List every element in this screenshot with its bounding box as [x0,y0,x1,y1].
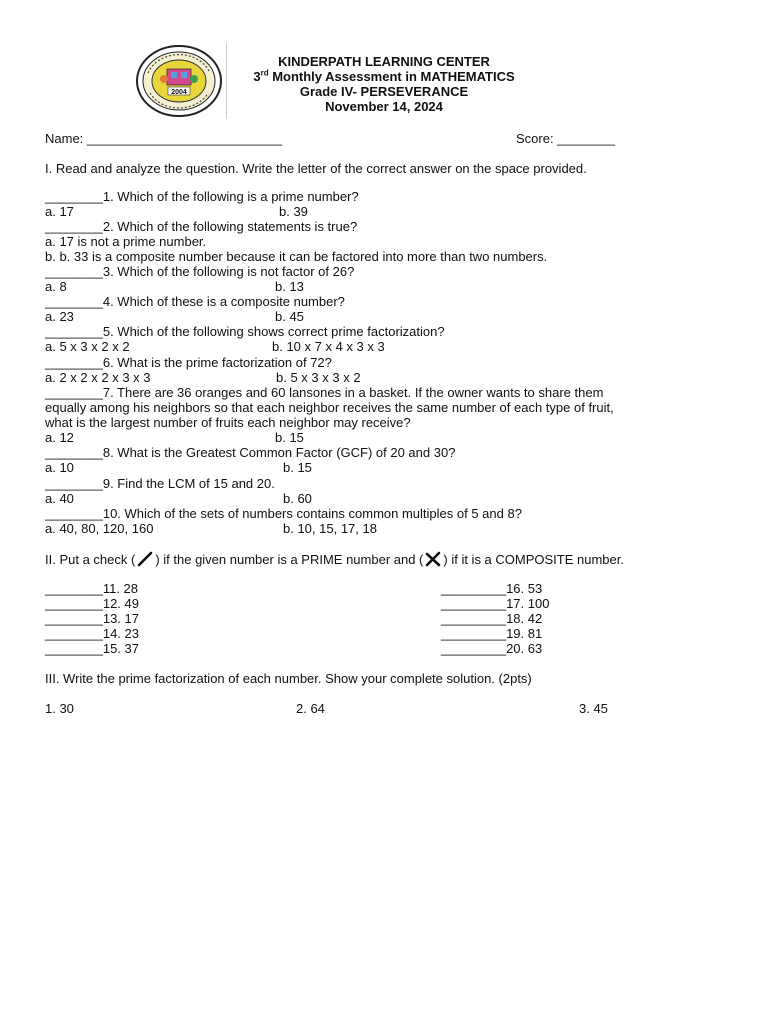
school-name: KINDERPATH LEARNING CENTER [278,54,490,69]
question-7-line2: equally among his neighbors so that each neighbor receives the same number of each type of fruit, [45,400,614,415]
grade-section: Grade IV- PERSEVERANCE [299,84,469,99]
item-14: ________14. 23 [45,626,139,641]
q5-option-b: b. 10 x 7 x 4 x 3 x 3 [272,339,385,354]
q3-option-b: b. 13 [275,279,304,294]
question-8: ________8. What is the Greatest Common Factor (GCF) of 20 and 30? [45,445,456,460]
document-header [200,54,568,114]
name-field[interactable]: Name: ___________________________ [45,131,283,146]
q7-option-b: b. 15 [275,430,304,445]
q4-option-a: a. 23 [45,309,74,324]
q6-option-b: b. 5 x 3 x 3 x 2 [276,370,361,385]
question-1: ________1. Which of the following is a prime number? [45,189,359,204]
q5-option-a: a. 5 x 3 x 2 x 2 [45,339,130,354]
q6-option-a: a. 2 x 2 x 2 x 3 x 3 [45,370,151,385]
q8-option-b: b. 15 [283,460,312,475]
score-field[interactable]: Score: ________ [516,131,616,146]
question-7-line1: ________7. There are 36 oranges and 60 lansones in a basket. If the owner wants to share them [45,385,604,400]
check-mark-icon [135,551,155,570]
item-11: ________11. 28 [45,581,139,596]
assessment-title: 3rd Monthly Assessment in MATHEMATICS [253,68,515,84]
item-16: _________16. 53 [441,581,543,596]
svg-text:2004: 2004 [171,89,187,96]
q3-option-a: a. 8 [45,279,67,294]
part3-instruction: III. Write the prime factorization of each number. Show your complete solution. (2pts) [45,671,532,686]
q2-option-a: a. 17 is not a prime number. [45,234,207,249]
factorization-item-3: 3. 45 [579,701,608,716]
q7-option-a: a. 12 [45,430,74,445]
item-19: _________19. 81 [441,626,543,641]
cross-mark-icon [423,551,443,570]
item-12: ________12. 49 [45,596,139,611]
q4-option-b: b. 45 [275,309,304,324]
q1-option-a: a. 17 [45,204,74,219]
factorization-item-2: 2. 64 [296,701,325,716]
q9-option-a: a. 40 [45,491,74,506]
assessment-date: November 14, 2024 [325,99,443,114]
item-17: _________17. 100 [441,596,550,611]
item-18: _________18. 42 [441,611,543,626]
question-3: ________3. Which of the following is not factor of 26? [45,264,355,279]
question-2: ________2. Which of the following statements is true? [45,219,358,234]
question-10: ________10. Which of the sets of numbers contains common multiples of 5 and 8? [45,506,522,521]
q2-option-b: b. b. 33 is a composite number because it can be factored into more than two numbers. [45,249,548,264]
question-6: ________6. What is the prime factorization of 72? [45,355,332,370]
factorization-item-1: 1. 30 [45,701,74,716]
part1-instruction: I. Read and analyze the question. Write the letter of the correct answer on the space provided. [45,161,587,176]
item-13: ________13. 17 [45,611,139,626]
item-20: _________20. 63 [441,641,543,656]
question-9: ________9. Find the LCM of 15 and 20. [45,476,275,491]
q10-option-b: b. 10, 15, 17, 18 [283,521,377,536]
item-15: ________15. 37 [45,641,139,656]
q1-option-b: b. 39 [279,204,308,219]
part2-instruction: II. Put a check ( ) if the given number is a PRIME number and ( ) if it is a COMPOSITE number. [45,551,624,570]
q9-option-b: b. 60 [283,491,312,506]
question-7-line3: what is the largest number of fruits each neighbor may receive? [45,415,411,430]
q8-option-a: a. 10 [45,460,74,475]
question-4: ________4. Which of these is a composite number? [45,294,345,309]
q10-option-a: a. 40, 80, 120, 160 [45,521,154,536]
question-5: ________5. Which of the following shows correct prime factorization? [45,324,445,339]
